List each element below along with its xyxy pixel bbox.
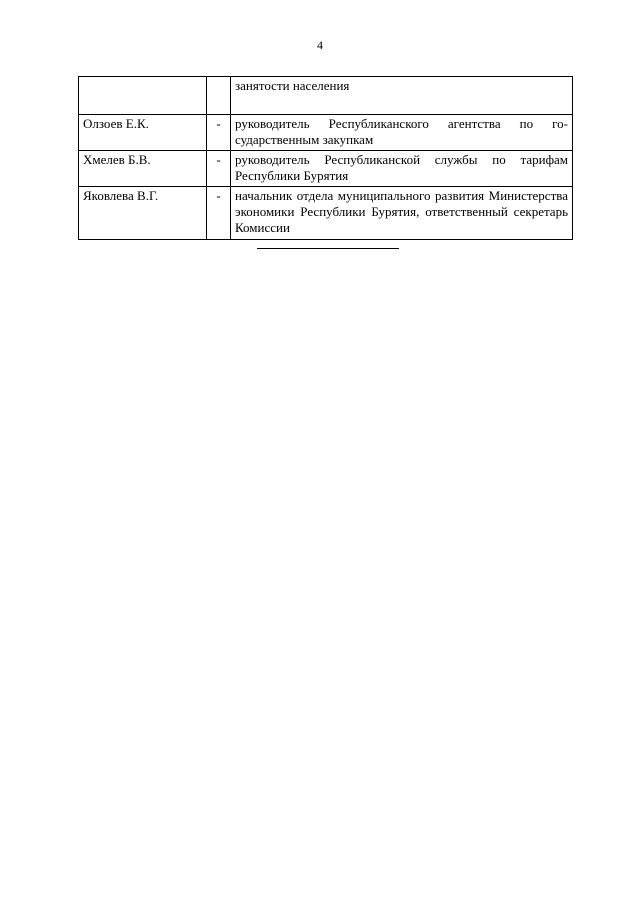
- dash-separator: -: [207, 115, 231, 151]
- end-of-document-rule: [257, 248, 399, 249]
- page-number: 4: [317, 38, 323, 52]
- member-role: руководитель Республиканской службы по тарифам Республики Бурятия: [231, 151, 573, 187]
- member-name: Олзоев Е.К.: [79, 115, 207, 151]
- member-name: [79, 77, 207, 115]
- table-row: [79, 77, 573, 115]
- table-row: [79, 151, 573, 187]
- table-row: [79, 187, 573, 240]
- member-role: занятости населения: [231, 77, 573, 115]
- table-row: [79, 115, 573, 151]
- dash-separator: -: [207, 151, 231, 187]
- dash-separator: [207, 77, 231, 115]
- member-role: руководитель Республиканского агентства по го-сударственным закупкам: [231, 115, 573, 151]
- dash-separator: -: [207, 187, 231, 240]
- member-name: Яковлева В.Г.: [79, 187, 207, 240]
- member-name: Хмелев Б.В.: [79, 151, 207, 187]
- member-role: начальник отдела муниципального развития Министерства экономики Республики Бурятия, ответственный секретарь Комиссии: [231, 187, 573, 240]
- commission-members-table: [78, 76, 573, 240]
